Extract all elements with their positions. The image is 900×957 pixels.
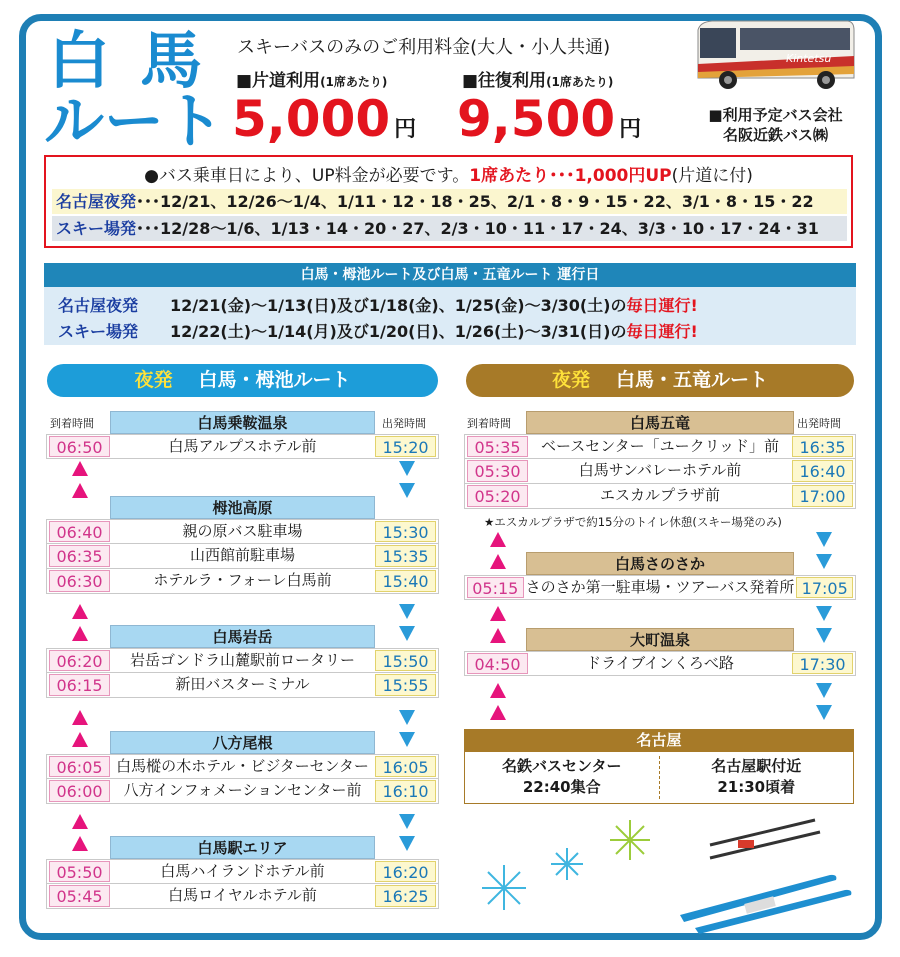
table-row: [46, 754, 439, 779]
stop-name: 八方インフォメーションセンター前: [123, 781, 362, 799]
stop-group-title: 白馬さのさか: [526, 552, 794, 575]
left-departure-label: 出発時間: [382, 417, 426, 430]
nagoya-box: [464, 752, 854, 804]
arrow-up-icon: [72, 626, 88, 641]
oneway-price: [232, 90, 417, 148]
up-row-nagoya-dates: ･･･12/21、12/26～1/4、1/11・12・18・25、2/1・8・9・15・22、3/1・8・15・22: [136, 192, 814, 211]
route-right-header: [466, 364, 854, 397]
table-row: [464, 484, 856, 509]
up-row-nagoya: [52, 189, 847, 214]
arrow-down-icon: [399, 814, 415, 829]
stop-name: エスカルプラザ前: [599, 486, 720, 504]
up-charge-box: [44, 155, 853, 248]
arrow-up-icon: [490, 628, 506, 643]
operation-daily: 毎日運行!: [626, 322, 698, 341]
fare-caption: スキーバスのみのご利用料金(大人・小人共通): [237, 37, 611, 58]
arrival-time: 06:35: [49, 545, 110, 567]
arrival-time: 06:05: [49, 756, 110, 777]
yen-unit: 円: [394, 117, 417, 142]
bus-company-name: 名阪近鉄バス㈱: [722, 126, 828, 145]
arrow-down-icon: [399, 461, 415, 476]
table-row: [46, 673, 439, 698]
arrow-up-icon: [72, 732, 88, 747]
stop-group: [464, 552, 856, 600]
departure-time: 17:00: [792, 485, 853, 507]
up-notice: [46, 161, 851, 186]
arrival-time: 06:40: [49, 521, 110, 542]
route-left-header: [47, 364, 438, 397]
departure-time: 16:40: [792, 460, 853, 482]
up-row-ski: [52, 216, 847, 241]
arrow-down-icon: [399, 836, 415, 851]
operation-nagoya-dates: 12/21(金)～1/13(日)及び1/18(金)、1/25(金)～3/30(土)の: [170, 296, 627, 315]
stop-group: [46, 411, 439, 459]
arrival-time: 05:45: [49, 885, 110, 907]
table-row: [46, 884, 439, 909]
route-right-night: 夜発: [551, 369, 590, 391]
departure-time: 16:20: [375, 861, 436, 882]
arrival-time: 06:30: [49, 570, 110, 592]
stop-name: 白馬アルプスホテル前: [168, 437, 317, 455]
stop-group-title: 白馬五竜: [526, 411, 794, 434]
yen-unit: 円: [619, 117, 642, 142]
stop-name: 山西館前駐車場: [189, 546, 295, 564]
stop-group: [46, 496, 439, 594]
operation-nagoya-label: 名古屋夜発: [58, 296, 139, 315]
arrow-down-icon: [399, 483, 415, 498]
departure-time: 17:30: [792, 653, 853, 674]
roundtrip-label-text: ■往復利用: [462, 71, 547, 91]
arrow-down-icon: [816, 606, 832, 621]
stop-group: [464, 628, 856, 676]
stop-name: 白馬ハイランドホテル前: [160, 862, 325, 880]
bus-company: [688, 105, 863, 146]
stop-name: 白馬樅の木ホテル・ビジターセンター: [116, 757, 369, 775]
departure-time: 16:35: [792, 436, 853, 457]
stop-group-title: 白馬岩岳: [110, 625, 375, 648]
arrival-time: 05:30: [467, 460, 528, 482]
departure-time: 15:30: [375, 521, 436, 542]
stop-name: ベースセンター「ユークリッド」前: [540, 437, 780, 455]
arrow-up-icon: [72, 836, 88, 851]
operation-body: [44, 287, 856, 345]
stop-group: [464, 411, 856, 509]
bus-illustration: [688, 16, 858, 94]
snowflake-icon: [551, 848, 583, 880]
snow-ski-decoration: [470, 810, 870, 935]
arrow-up-icon: [72, 710, 88, 725]
departure-time: 15:50: [375, 650, 436, 671]
stop-group: [46, 731, 439, 804]
route-title-sub: ルート: [44, 87, 224, 157]
roundtrip-note: (1席あたり): [546, 75, 614, 89]
snowflake-icon: [482, 865, 526, 910]
arrow-up-icon: [72, 604, 88, 619]
departure-time: 15:55: [375, 674, 436, 696]
up-notice-amount: 1席あたり･･･1,000円UP: [469, 166, 672, 186]
oneway-price-value: 5,000: [232, 90, 391, 148]
bus-brand-text: Kintetsu: [786, 52, 832, 65]
table-row: [464, 434, 856, 459]
arrow-up-icon: [490, 554, 506, 569]
arrow-up-icon: [72, 483, 88, 498]
table-row: [46, 779, 439, 804]
nagoya-meitetsu: [465, 752, 659, 803]
arrow-down-icon: [816, 628, 832, 643]
arrow-up-icon: [72, 814, 88, 829]
arrow-up-icon: [72, 461, 88, 476]
operation-ski-label: スキー場発: [58, 322, 139, 341]
snowflake-icon: [610, 820, 650, 860]
right-arrival-label: 到着時間: [467, 417, 511, 430]
stop-group-title: 大町温泉: [526, 628, 794, 651]
up-notice-prefix: ●バス乗車日により、UP料金が必要です。: [144, 166, 470, 186]
route-right-name: 白馬・五竜ルート: [616, 369, 769, 391]
departure-time: 16:05: [375, 756, 436, 777]
stop-name: 親の原バス駐車場: [182, 522, 303, 540]
up-row-ski-label: スキー場発: [56, 219, 137, 238]
stop-name: 白馬サンバレーホテル前: [578, 461, 742, 479]
arrival-time: 06:20: [49, 650, 110, 671]
table-row: [464, 575, 856, 600]
oneway-label: [236, 66, 387, 91]
table-row: [464, 651, 856, 676]
table-row: [46, 859, 439, 884]
operation-daily: 毎日運行!: [626, 296, 698, 315]
arrival-time: 04:50: [467, 653, 528, 674]
stop-name: ドライブインくろべ路: [586, 654, 734, 672]
table-row: [46, 544, 439, 569]
up-row-ski-dates: ･･･12/28～1/6、1/13・14・20・27、2/3・10・11・17・24、3/3・10・17・24・31: [136, 219, 819, 238]
roundtrip-price: [457, 90, 642, 148]
arrow-down-icon: [816, 532, 832, 547]
nagoya-meitetsu-time: 22:40集合: [522, 778, 601, 796]
route-title: 白馬: [48, 24, 233, 97]
operation-nagoya: [58, 293, 698, 316]
stop-group-title: 白馬乗鞍温泉: [110, 411, 375, 434]
table-row: [464, 459, 856, 484]
nagoya-meitetsu-place: 名鉄バスセンター: [502, 757, 622, 775]
oneway-label-text: ■片道利用: [236, 71, 321, 91]
stop-name: 新田バスターミナル: [175, 675, 310, 693]
operation-ski: [58, 319, 698, 342]
arrival-time: 06:15: [49, 674, 110, 696]
arrow-up-icon: [490, 606, 506, 621]
departure-time: 16:25: [375, 885, 436, 907]
arrow-down-icon: [399, 710, 415, 725]
table-row: [46, 569, 439, 594]
arrow-up-icon: [490, 532, 506, 547]
ski-icon: [680, 820, 851, 934]
roundtrip-price-value: 9,500: [457, 90, 616, 148]
stop-group: [46, 625, 439, 698]
departure-time: 16:10: [375, 780, 436, 802]
departure-time: 17:05: [796, 577, 853, 598]
oneway-note: (1席あたり): [320, 75, 388, 89]
arrow-down-icon: [816, 554, 832, 569]
arrow-down-icon: [399, 732, 415, 747]
up-notice-suffix: (片道に付): [671, 166, 753, 186]
rest-stop-note: ★エスカルプラザで約15分のトイレ休憩(スキー場発のみ): [484, 515, 782, 529]
stop-group-title: 八方尾根: [110, 731, 375, 754]
operation-title: 白馬・栂池ルート及び白馬・五竜ルート 運行日: [44, 263, 856, 287]
arrow-down-icon: [399, 604, 415, 619]
route-left-night: 夜発: [134, 369, 173, 391]
stop-name: 白馬ロイヤルホテル前: [168, 886, 317, 904]
nagoya-title: 名古屋: [464, 729, 854, 752]
arrow-up-icon: [490, 705, 506, 720]
left-arrival-label: 到着時間: [50, 417, 94, 430]
roundtrip-label: [462, 66, 613, 91]
arrival-time: 05:15: [467, 577, 524, 598]
route-left-name: 白馬・栂池ルート: [198, 369, 351, 391]
arrival-time: 06:50: [49, 436, 110, 457]
operation-ski-dates: 12/22(土)～1/14(月)及び1/20(日)、1/26(土)～3/31(日)の: [170, 322, 627, 341]
arrival-time: 05:50: [49, 861, 110, 882]
arrival-time: 06:00: [49, 780, 110, 802]
arrival-time: 05:20: [467, 485, 528, 507]
departure-time: 15:40: [375, 570, 436, 592]
arrow-up-icon: [490, 683, 506, 698]
arrow-down-icon: [816, 705, 832, 720]
nagoya-station-place: 名古屋駅付近: [711, 757, 802, 775]
right-departure-label: 出発時間: [797, 417, 841, 430]
stop-name: さのさか第一駐車場・ツアーバス発着所: [525, 578, 795, 596]
table-row: [46, 519, 439, 544]
up-row-nagoya-label: 名古屋夜発: [56, 192, 137, 211]
stop-group-title: 白馬駅エリア: [110, 836, 375, 859]
arrow-down-icon: [399, 626, 415, 641]
stop-name: 岩岳ゴンドラ山麓駅前ロータリー: [129, 651, 355, 669]
stop-group: [46, 836, 439, 909]
arrival-time: 05:35: [467, 436, 528, 457]
stop-name: ホテルラ・フォーレ白馬前: [153, 571, 332, 589]
departure-time: 15:35: [375, 545, 436, 567]
table-row: [46, 434, 439, 459]
bus-company-label: ■利用予定バス会社: [708, 106, 843, 124]
arrow-down-icon: [816, 683, 832, 698]
departure-time: 15:20: [375, 436, 436, 457]
stop-group-title: 栂池高原: [110, 496, 375, 519]
table-row: [46, 648, 439, 673]
nagoya-station-time: 21:30頃着: [717, 778, 796, 796]
nagoya-station: [660, 752, 854, 803]
